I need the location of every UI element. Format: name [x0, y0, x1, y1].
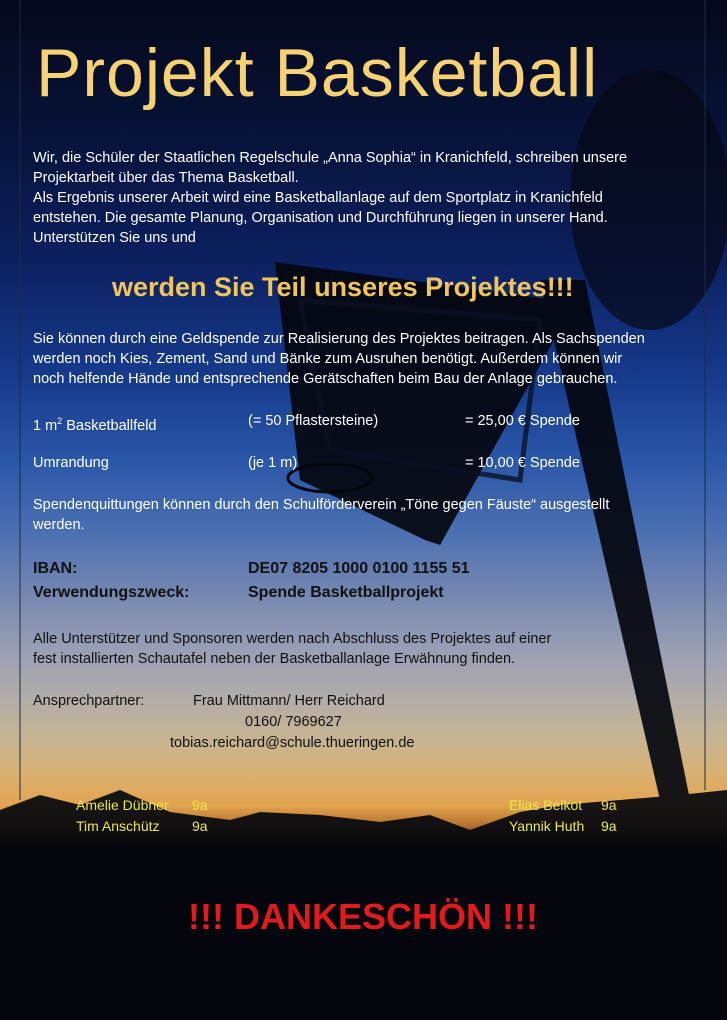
call-to-action: werden Sie Teil unseres Projektes!!!: [112, 272, 574, 302]
donation-line: werden noch Kies, Zement, Sand und Bänke zum Ausruhen benötigt. Außerdem können wir: [33, 351, 623, 367]
page-title: Projekt Basketball: [36, 35, 599, 111]
price-row: [33, 411, 157, 436]
intro-line: Als Ergebnis unserer Arbeit wird eine Basketballanlage auf dem Sportplatz in Kranichfeld: [33, 190, 603, 206]
purpose-label: Verwendungszweck:: [33, 584, 190, 601]
donation-text: [33, 329, 645, 389]
intro-line: Projektarbeit über das Thema Basketball.: [33, 170, 299, 186]
thank-you-heading: !!! DANKESCHÖN !!!: [188, 896, 538, 937]
student-class: 9a: [192, 797, 208, 813]
intro-line: Unterstützen Sie uns und: [33, 230, 196, 246]
price-item: Umrandung: [33, 455, 109, 471]
contact-names: Frau Mittmann/ Herr Reichard: [193, 693, 385, 709]
student-class: 9a: [601, 818, 617, 834]
student-class: 9a: [601, 797, 617, 813]
intro-line: entstehen. Die gesamte Planung, Organisation und Durchführung liegen in unserer Hand.: [33, 210, 608, 226]
price-detail: (= 50 Pflastersteine): [248, 413, 379, 429]
contact-phone: 0160/ 7969627: [245, 714, 342, 730]
iban-value: DE07 8205 1000 0100 1155 51: [248, 560, 470, 577]
student-name: Amelie Dübner: [76, 797, 169, 813]
price-amount: = 25,00 € Spende: [465, 413, 580, 429]
sponsors-text: [33, 629, 551, 669]
iban-label: IBAN:: [33, 560, 78, 577]
donation-line: noch helfende Hände und entsprechende Gerätschaften beim Bau der Anlage gebrauchen.: [33, 371, 618, 387]
intro-line: Wir, die Schüler der Staatlichen Regelschule „Anna Sophia“ in Kranichfeld, schreiben unsere: [33, 150, 628, 166]
sponsors-line: fest installierten Schautafel neben der Basketballanlage Erwähnung finden.: [33, 651, 516, 667]
receipt-line: werden.: [33, 517, 85, 533]
price-unit-exponent: 2: [57, 416, 63, 426]
donation-line: Sie können durch eine Geldspende zur Realisierung des Projektes beitragen. Als Sachspenden: [33, 331, 645, 347]
price-unit: 1 m: [33, 417, 58, 434]
price-amount: = 10,00 € Spende: [465, 455, 580, 471]
student-name: Yannik Huth: [509, 818, 585, 834]
intro-text: [33, 148, 627, 248]
student-class: 9a: [192, 818, 208, 834]
contact-label: Ansprechpartner:: [33, 693, 145, 709]
price-detail: (je 1 m): [248, 455, 298, 471]
sponsors-line: Alle Unterstützer und Sponsoren werden nach Abschluss des Projektes auf einer: [33, 631, 552, 647]
student-name: Tim Anschütz: [76, 818, 160, 834]
price-item: Basketballfeld: [62, 417, 157, 434]
receipt-text: [33, 495, 609, 535]
student-name: Elias Belkot: [509, 797, 583, 813]
purpose-value: Spende Basketballprojekt: [248, 584, 444, 601]
contact-email[interactable]: tobias.reichard@schule.thueringen.de: [170, 735, 415, 751]
receipt-line: Spendenquittungen können durch den Schulförderverein „Töne gegen Fäuste“ ausgestellt: [33, 497, 610, 513]
